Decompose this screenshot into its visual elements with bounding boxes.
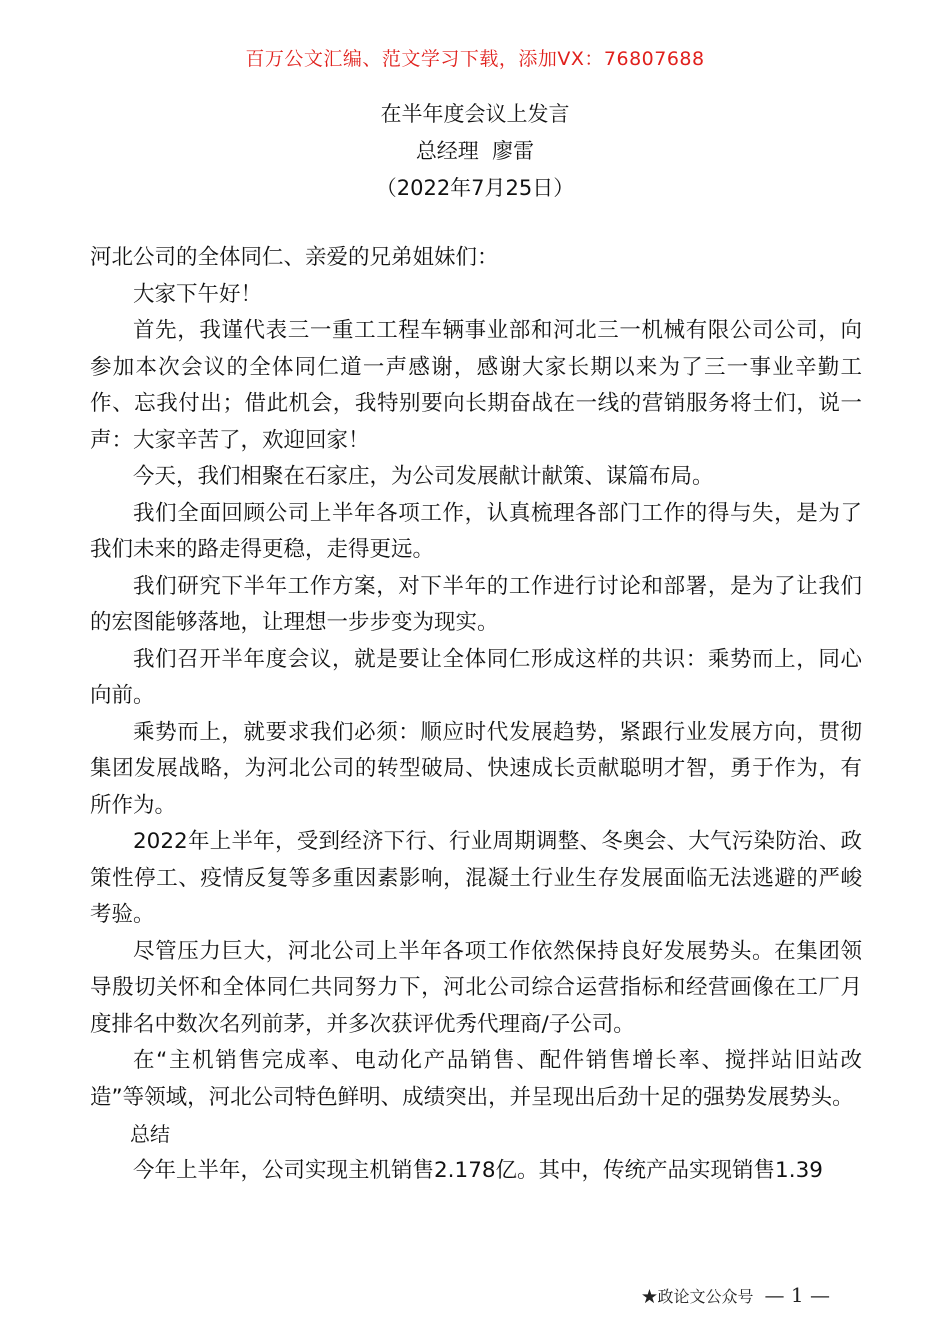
paragraph: 我们全面回顾公司上半年各项工作，认真梳理各部门工作的得与失，是为了我们未来的路走得更稳，走得更远。 xyxy=(90,500,862,562)
paragraph: 在“主机销售完成率、电动化产品销售、配件销售增长率、搅拌站旧站改造”等领域，河北公司特色鲜明、成绩突出，并呈现出后劲十足的强势发展势头。 xyxy=(90,1048,862,1110)
page-footer xyxy=(641,1283,830,1307)
paragraph: 尽管压力巨大，河北公司上半年各项工作依然保持良好发展势头。在集团领导殷切关怀和全体同仁共同努力下，河北公司综合运营指标和经营画像在工厂月度排名中数次名列前茅，并多次获评优秀代理商/子公司。 xyxy=(90,938,862,1037)
paragraph: 今年上半年，公司实现主机销售2.178亿。其中，传统产品实现销售1.39 xyxy=(133,1157,823,1183)
section-heading-summary: 总结 xyxy=(130,1122,170,1146)
document-author: 总经理 廖雷 xyxy=(415,139,535,163)
document-body xyxy=(90,240,862,1189)
paragraph: 2022年上半年，受到经济下行、行业周期调整、冬奥会、大气污染防治、政策性停工、疫情反复等多重因素影响，混凝土行业生存发展面临无法逃避的严峻考验。 xyxy=(90,829,862,927)
paragraph: 乘势而上，就要求我们必须：顺应时代发展趋势，紧跟行业发展方向，贯彻集团发展战略，为河北公司的转型破局、快速成长贡献聪明才智，勇于作为，有所作为。 xyxy=(90,719,862,818)
header-watermark-note: 百万公文汇编、范文学习下载，添加VX：76807688 xyxy=(245,48,705,70)
page-number: — 1 — xyxy=(764,1283,830,1307)
paragraph: 首先，我谨代表三一重工工程车辆事业部和河北三一机械有限公司公司，向参加本次会议的全体同仁道一声感谢，感谢大家长期以来为了三一事业辛勤工作、忘我付出；借此机会，我特别要向长期奋战在一线的营销服务将士们，说一声：大家辛苦了，欢迎回家！ xyxy=(90,318,862,453)
paragraph: 我们召开半年度会议，就是要让全体同仁形成这样的共识：乘势而上，同心向前。 xyxy=(90,646,862,708)
document-date: （2022年7月25日） xyxy=(375,176,575,200)
document-title: 在半年度会议上发言 xyxy=(380,102,570,126)
salutation: 河北公司的全体同仁、亲爱的兄弟姐妹们： xyxy=(90,245,499,270)
paragraph: 大家下午好！ xyxy=(133,281,263,307)
paragraph: 今天，我们相聚在石家庄，为公司发展献计献策、谋篇布局。 xyxy=(133,464,714,489)
title-block xyxy=(0,96,950,207)
paragraph: 我们研究下半年工作方案，对下半年的工作进行讨论和部署，是为了让我们的宏图能够落地，让理想一步步变为现实。 xyxy=(90,573,862,635)
footer-source: ★政论文公众号 xyxy=(641,1287,754,1306)
